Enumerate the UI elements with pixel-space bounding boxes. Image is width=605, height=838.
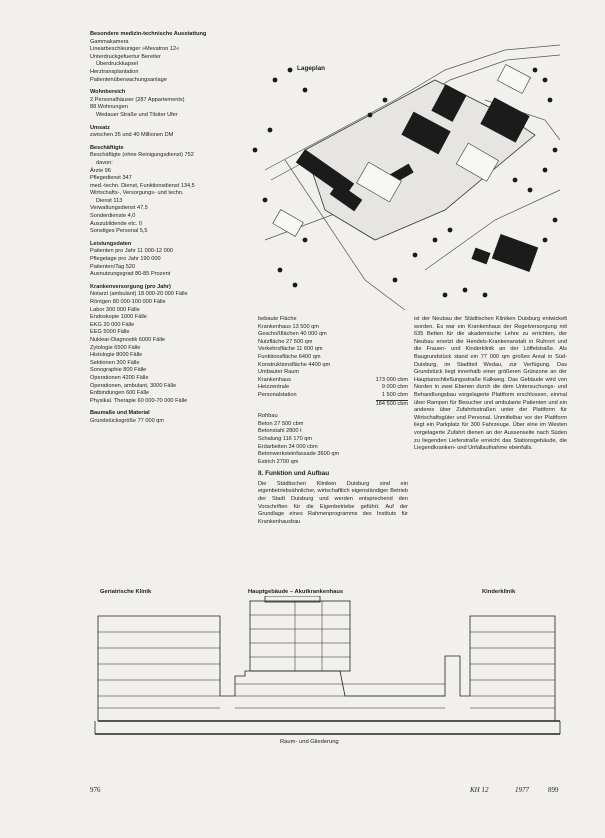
tree <box>253 148 258 153</box>
tree <box>268 128 273 133</box>
section-line: Pflegetage pro Jahr 190 000 <box>90 256 161 263</box>
journal-year: 1977 <box>515 786 529 794</box>
journal-name: KH 12 <box>470 786 489 794</box>
site-plan-title: Lageplan <box>297 65 326 72</box>
tree <box>393 278 398 283</box>
volume-label: Personalstation <box>258 391 297 398</box>
section-line: Herztransplantation <box>90 68 139 75</box>
rohbau-line: Betonstahl 2800 t <box>258 428 302 435</box>
section-line: Gammakamera <box>90 38 129 45</box>
section-line: Patientenüberwachungsanlage <box>90 76 167 83</box>
tree <box>303 238 308 243</box>
rohbau-line: Rohbau <box>258 413 278 420</box>
volume-row <box>258 384 408 392</box>
section-line: Zytologie 6500 Fälle <box>90 344 141 351</box>
tree <box>463 288 468 293</box>
section-heading: Umsatz <box>90 124 110 131</box>
tree <box>543 78 548 83</box>
tree <box>443 293 448 298</box>
left-column <box>90 31 240 426</box>
section-line: Labor 300 000 Fälle <box>90 306 140 313</box>
section-line: Endoskopie 1000 Fälle <box>90 314 147 321</box>
volume-row <box>258 392 408 400</box>
section-line: Wirtschafts-, Versorgungs- und techn. <box>90 190 184 197</box>
rohbau-line: Erdarbeiten 34 000 cbm <box>258 443 318 450</box>
middle-line: Geschoßflächen 40 000 qm <box>258 331 327 338</box>
section-line: Entbindungen 600 Fälle <box>90 390 150 397</box>
tree <box>543 238 548 243</box>
volume-label: Heizzentrale <box>258 384 290 391</box>
tree <box>278 268 283 273</box>
tree <box>273 78 278 83</box>
section-heading: Krankenversorgung (pro Jahr) <box>90 283 171 290</box>
tree <box>553 218 558 223</box>
section-line: 88 Wohnungen <box>90 104 128 111</box>
middle-body-text: Die Städtischen Kliniken Duisburg sind ein eigenbetriebsähnlicher, wirtschaftlich eigenständiger Betrieb der Stadt Duisburg und werden entsprechend den Vorschriften für die Eigenbetriebe geführt. Auf der Grundlage eines Rahmenprogramms des Instituts für Krankenhausbau <box>258 480 408 525</box>
diagram-label-middle: Hauptgebäude – Akutkrankenhaus <box>248 589 344 595</box>
section-line: Verwaltungsdienst 47,5 <box>90 205 148 212</box>
section-line: med.-techn. Dienst, Funktionsdienst 134,5 <box>90 182 195 189</box>
right-body-text: ist der Neubau der Städtischen Kliniken Duisburg entwickelt worden. Es war ein Krankenhaus der Regelversorgung mit 635 Betten für die akademische Lehre zu errichten, der Neubau ersetzt die Hendels-Krankenanstalt in Ruhrort und die Frauen- und Kinderklinik an der Löffelstraße. Als Baugrundstück stand ein 77 000 qm großes Areal in Süd-Duisburg, im Stadtteil Wedau, zur Verfügung. Das Grundstück liegt innerhalb einer größeren Grünzone an der Hauptanschließungsstraße Kalkweg. Das Gebäude wird von Norden in zwei Ebenen durch die dem Untersuchungs- und Behandlungsbau vorgelagerte Plattform erschlossen, einmal über Rampen für Besucher und ambulante Patienten und ein anderes über Zufahrtsstraßen unter der Plattform für Wirtschaftsgüter und Personal. Unmittelbar vor der Plattform liegt ein Parkplatz für 300 Fahrzeuge. Über eine im Westen vorgelagerte Zufahrt dienen an der Aussenseite nach Süden zu liegenden Lieferstraße erreicht das Stationsgebäude, die Liegendkranken- und Unfallaufnahme ebenfalls. <box>414 316 567 452</box>
section-heading: Besondere medizin-technische Ausstattung <box>90 31 207 37</box>
site-plan <box>245 40 565 315</box>
section-heading: Baumaße und Material <box>90 410 150 417</box>
section-line: Pflegedienst 347 <box>90 175 132 182</box>
volume-value: 9 000 cbm <box>381 384 408 391</box>
section-line: Linearbeschleuniger »Mevatron 12« <box>90 46 180 53</box>
section-line: zwischen 35 und 40 Millionen DM <box>90 132 174 139</box>
section-line: Operationen, ambulant, 3000 Fälle <box>90 382 177 389</box>
tree <box>543 168 548 173</box>
section-line: Notarzt (ambulant) 18 000-20 000 Fälle <box>90 291 188 298</box>
section-heading: Leistungsdaten <box>90 240 132 247</box>
section-line: Sonographie 800 Fälle <box>90 367 147 374</box>
middle-line: Nutzfläche 27 500 qm <box>258 338 313 345</box>
section-line: Sektionen 300 Fälle <box>90 359 140 366</box>
section-line: Ausnutzungsgrad 80-85 Prozent <box>90 271 171 278</box>
diagram-label-right: Kinderklinik <box>482 589 516 595</box>
right-column <box>414 316 567 453</box>
section-heading: Wohnbereich <box>90 89 126 96</box>
section-line: Unterdruckgefuertur Bereiter <box>90 53 161 60</box>
section-line: Sonderdienste 4,0 <box>90 213 136 220</box>
tree <box>288 68 293 73</box>
section-line: Physikal. Therapie 60 000-70 000 Fälle <box>90 397 188 404</box>
page-number-right: 899 <box>548 786 559 794</box>
rohbau-line: Betonwerksteinfassade 3600 qm <box>258 451 340 458</box>
volume-label: Krankenhaus <box>258 376 291 383</box>
volume-total: 184 500 cbm <box>375 400 408 407</box>
tree <box>368 113 373 118</box>
tree <box>483 293 488 298</box>
diagram-caption: Raum- und Gliederung <box>280 739 339 745</box>
section-diagram <box>90 596 570 746</box>
section-line: Sonstiges Personal 5,5 <box>90 228 148 235</box>
section-line: EEG 5000 Fälle <box>90 329 130 336</box>
section-line: Auszubildende etc. 0 <box>90 220 142 227</box>
tree <box>553 148 558 153</box>
volume-row <box>258 377 408 385</box>
page-number-left: 976 <box>90 786 101 794</box>
volume-value: 173 000 cbm <box>375 376 408 383</box>
middle-line: Umbauter Raum <box>258 369 300 376</box>
tree <box>513 178 518 183</box>
section-line: davon: <box>96 159 113 166</box>
section-line: 2 Personalhäuser (287 Appartements) <box>90 96 185 103</box>
tree <box>293 283 298 288</box>
section-line: Operationen 4200 Fälle <box>90 374 149 381</box>
tree <box>548 98 553 103</box>
middle-line: Konstruktionsfläche 4400 qm <box>258 361 331 368</box>
section-line: Patienten pro Jahr 11 000-12 000 <box>90 248 173 255</box>
tree <box>303 88 308 93</box>
section-line: Beschäftigte (ohne Reinigungsdienst) 752 <box>90 152 194 159</box>
section-line: Ärzte 96 <box>90 167 111 174</box>
section-line: EKG 20 000 Fälle <box>90 321 135 328</box>
tree <box>383 98 388 103</box>
middle-line: Funktionsfläche 6400 qm <box>258 353 321 360</box>
tree <box>533 68 538 73</box>
section-line: Überdruckkapsel <box>96 61 138 68</box>
section-heading: Beschäftigte <box>90 144 124 151</box>
section-line: Grundstücksgröße 77 000 qm <box>90 417 164 424</box>
middle-column <box>258 316 408 526</box>
middle-line: bebaute Fläche <box>258 316 297 322</box>
tree <box>263 198 268 203</box>
section-line: Dienst 113 <box>96 197 123 204</box>
diagram-label-left: Geriatrische Klinik <box>100 589 152 595</box>
tree <box>413 253 418 258</box>
tree <box>528 188 533 193</box>
middle-line: Krankenhaus 13 500 qm <box>258 323 319 330</box>
tree <box>448 228 453 233</box>
rohbau-line: Schalung 116 170 qm <box>258 435 313 442</box>
section-title: II. Funktion und Aufbau <box>258 470 330 478</box>
section-line: Histologie 8000 Fälle <box>90 352 143 359</box>
section-line: Patienten/Tag 520 <box>90 263 136 270</box>
section-line: Nuklear-Diagnostik 6000 Fälle <box>90 336 165 343</box>
rohbau-line: Beton 27 500 cbm <box>258 420 304 427</box>
rohbau-line: Estrich 2700 qm <box>258 458 299 465</box>
section-line: Röntgen 80 000-100 000 Fälle <box>90 299 166 305</box>
volume-value: 1 500 cbm <box>381 391 408 398</box>
section-line: Wedauer Straße und Tilsiter Ufer <box>96 111 178 118</box>
tree <box>433 238 438 243</box>
middle-line: Verkehrsfläche 11 600 qm <box>258 346 323 353</box>
